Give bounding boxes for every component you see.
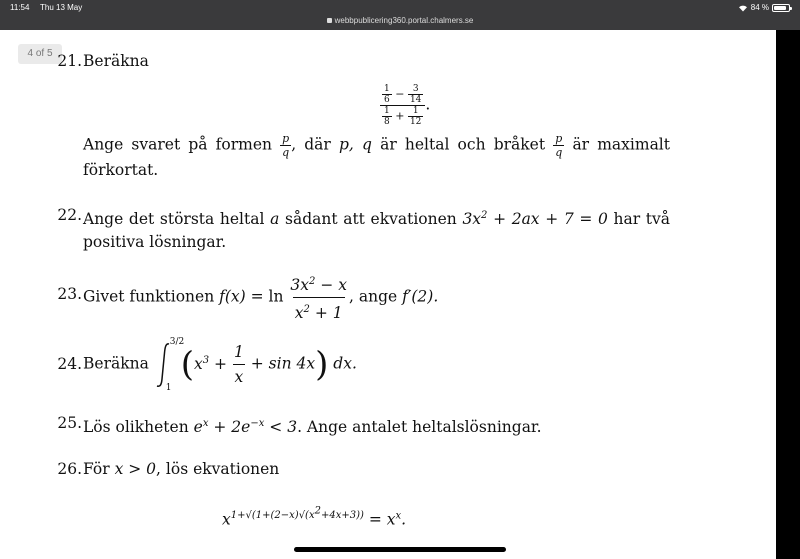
text-1: Beräkna — [83, 354, 149, 373]
problem-number: 21. — [57, 52, 82, 70]
status-bar — [0, 0, 800, 16]
url-text: webbpublicering360.portal.chalmers.se — [334, 16, 474, 25]
pdf-page — [0, 30, 776, 559]
problem-21 — [50, 50, 670, 180]
problem-lead: Beräkna — [83, 52, 149, 70]
text-1: Ange det största heltal — [83, 210, 265, 229]
problem-number: 23. — [57, 285, 82, 303]
complex-fraction: $\frac{1}{6}$ − $\frac{3}{14}$ $\frac{1}{8}$ + $\frac{1}{12}$ — [380, 84, 425, 127]
answer-text-4: är maximalt förkortat. — [83, 135, 670, 179]
home-indicator[interactable] — [294, 547, 506, 552]
text-3: har två positiva lösningar. — [83, 210, 671, 252]
problem-22 — [50, 204, 670, 254]
text-1: Givet funktionen — [83, 287, 215, 306]
text-2: sådant att ekvationen — [285, 210, 457, 229]
answer-instructions: Ange svaret på formen $\frac{p}{q}$ , där p, q är heltal och bråket $\frac{p}{q}$ är maximalt förkortat. — [83, 132, 670, 179]
answer-text-3: är heltal och bråket — [380, 135, 546, 154]
text-1: För — [83, 460, 110, 478]
page-indicator: 4 of 5 — [18, 44, 62, 64]
text-1: Lös olikheten — [83, 418, 189, 437]
equation-26: $x^{1+√(1+(2-x)√(x^2+4x+3))} = x^x$. — [222, 506, 407, 529]
fraction-expression: $\frac{1}{6}$ − $\frac{3}{14}$ $\frac{1}{8}$ + $\frac{1}{12}$ . — [380, 84, 430, 127]
answer-text-1: Ange svaret på formen — [83, 135, 272, 154]
battery-percent: 84 % — [750, 3, 769, 12]
problem-text: Givet funktionen f(x) = ln $\frac{3x^2 - x}{x^2 + 1}$ , ange f′(2). — [83, 270, 670, 325]
wifi-icon — [738, 4, 748, 12]
problem-text: Lös olikheten $e^x + 2e^{-x} < 3$. Ange antalet heltalslösningar. — [83, 418, 542, 437]
lock-icon — [327, 18, 332, 23]
status-date: Thu 13 May — [40, 3, 83, 12]
problem-number: 24. — [57, 355, 82, 373]
cut-off-text — [80, 550, 320, 559]
problem-24 — [50, 336, 670, 396]
problem-25 — [50, 412, 670, 438]
problem-number: 22. — [57, 206, 82, 224]
problem-text — [83, 50, 670, 73]
problem-23 — [50, 270, 670, 326]
text-2: . Ange antalet heltalslösningar. — [297, 418, 542, 437]
problem-number: 25. — [57, 414, 82, 432]
status-time: 11:54 — [10, 3, 30, 12]
problem-number: 26. — [57, 460, 82, 478]
battery-icon — [772, 4, 790, 12]
problem-text: Beräkna 3/2 1 ($x^3$ + $\frac{1}{x}$ + sin 4x) dx. — [83, 336, 357, 393]
problem-text: Ange det största heltal a sådant att ekvationen $3x^2 + 2ax + 7 = 0$ har två positiva lösningar. — [83, 210, 671, 252]
text-2: , ange — [349, 287, 398, 306]
url-bar[interactable] — [0, 16, 800, 30]
integral-sign: 3/2 1 — [154, 345, 176, 385]
battery-fill — [774, 6, 786, 10]
problem-text: För x > 0, lös ekvationen — [83, 460, 280, 478]
text-2: , lös ekvationen — [156, 460, 280, 478]
answer-text-2: , där — [291, 135, 331, 154]
